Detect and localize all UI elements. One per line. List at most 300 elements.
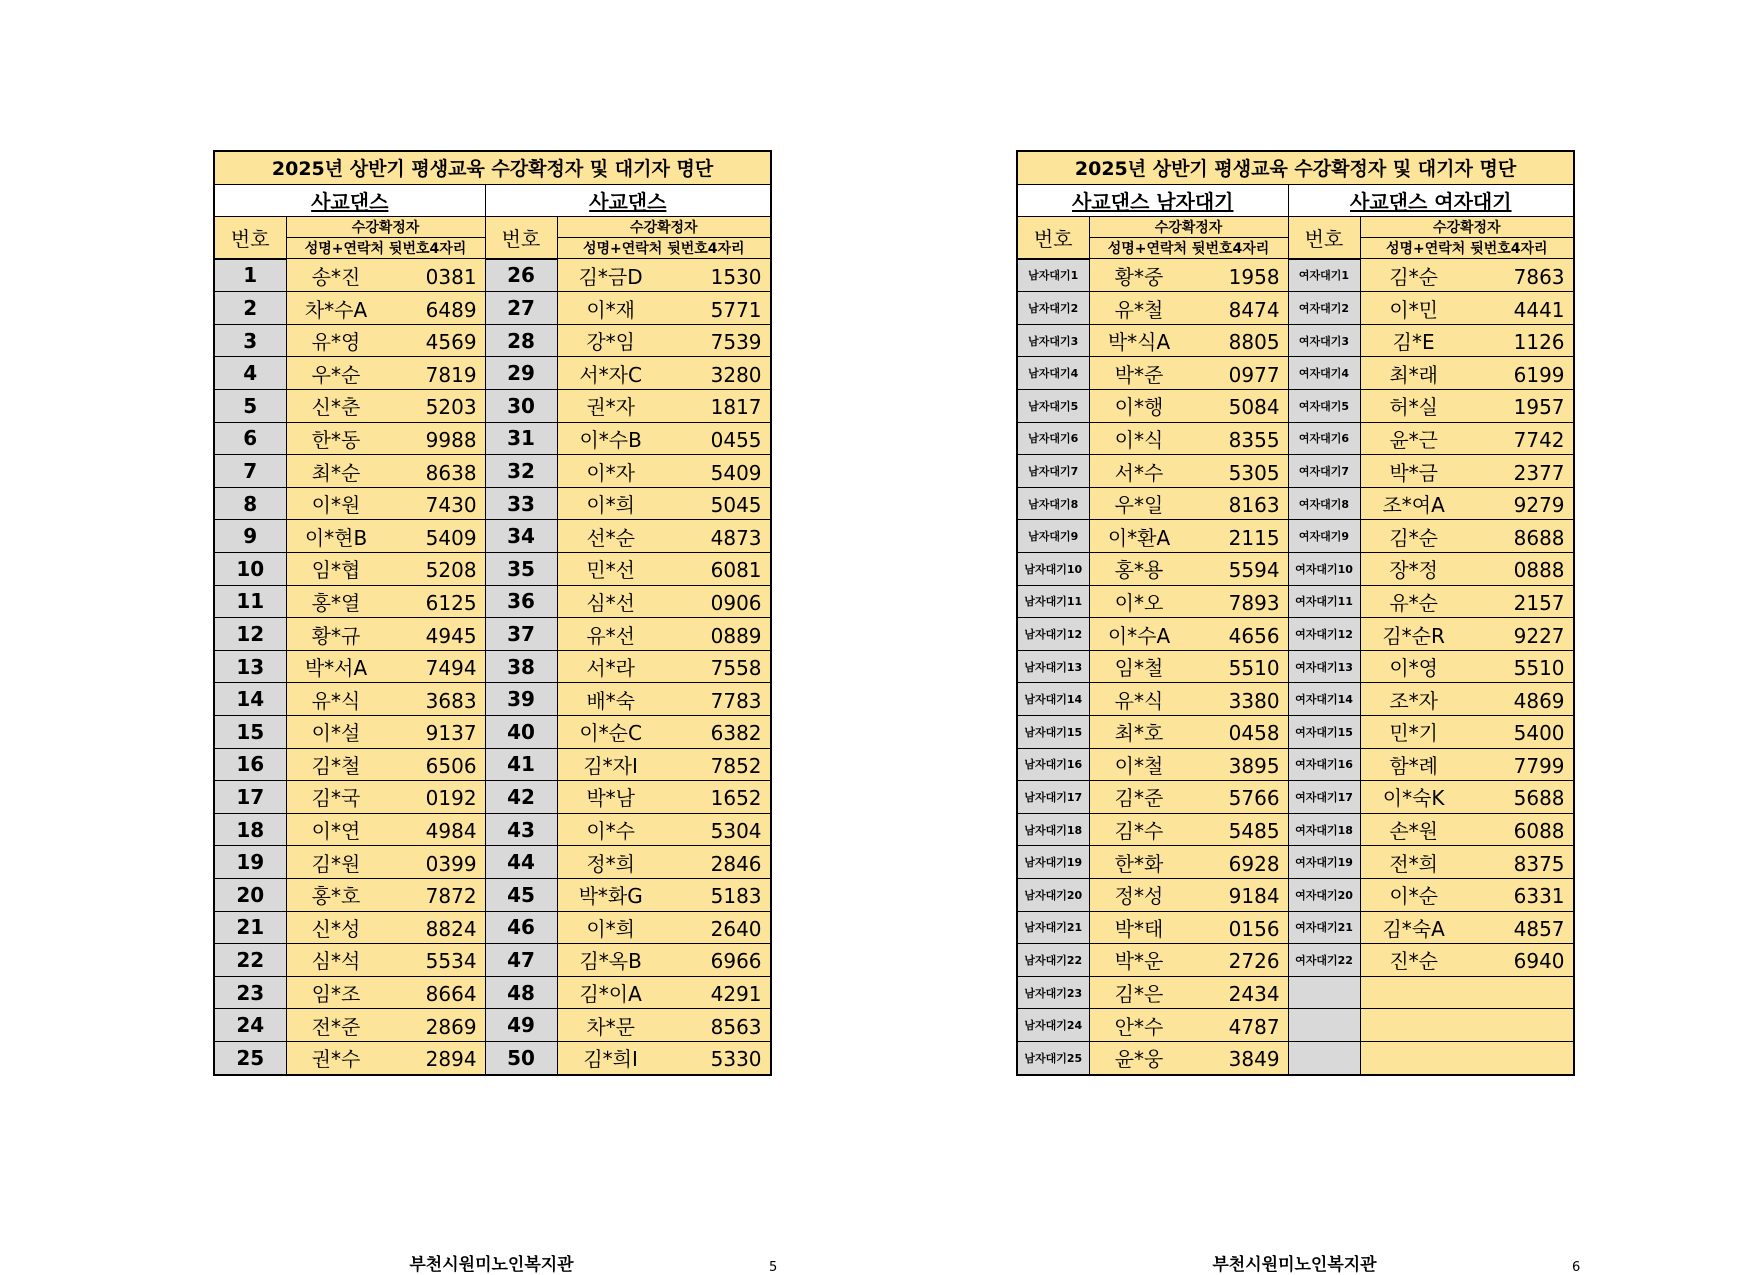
entry-left [286,944,485,977]
entry-left [286,748,485,781]
entry-phone-last4: 6506 [425,753,477,778]
entry-phone-last4: 6125 [425,590,477,615]
entry-phone-last4: 9988 [425,427,477,452]
entry-phone-last4: 8638 [425,460,477,485]
entry-phone-last4: 5400 [1513,721,1565,746]
table-row [214,683,771,716]
entry-right [557,357,771,390]
entry-phone-last4: 0458 [1228,721,1280,746]
entry-phone-last4: 5534 [425,949,477,974]
row-number-left: 남자대기15 [1017,716,1089,749]
entry-phone-last4: 5304 [710,819,762,844]
entry-name: 박*태 [1114,916,1164,941]
entry-name: 이*현B [304,525,368,550]
entry-phone-last4: 5485 [1228,819,1280,844]
entry-name: 김*수 [1114,819,1164,844]
row-number-left: 남자대기25 [1017,1041,1089,1074]
row-number-left: 남자대기9 [1017,520,1089,553]
entry-left [1089,716,1288,749]
entry-name: 이*오 [1114,590,1164,615]
table-row [214,944,771,977]
entry-phone-last4: 0455 [710,427,762,452]
entry-left [1089,650,1288,683]
entry-phone-last4: 7872 [425,884,477,909]
row-number-right: 28 [485,324,557,357]
entry-phone-last4: 7783 [710,688,762,713]
entry-name: 한*화 [1114,851,1164,876]
row-number-left: 7 [214,455,286,488]
entry-name: 김*옥B [579,949,642,974]
entry-name: 김*순R [1382,623,1445,648]
entry-left [1089,911,1288,944]
entry-phone-last4: 9137 [425,721,477,746]
row-number-right: 여자대기7 [1288,455,1360,488]
entry-left [286,553,485,586]
entry-right [557,520,771,553]
table-row [1017,976,1574,1009]
entry-name: 이*수 [586,819,635,844]
row-number-left: 21 [214,911,286,944]
entry-left [1089,618,1288,651]
entry-right [557,259,771,292]
entry-name: 김*금D [578,264,643,289]
entry-right [1360,585,1574,618]
entry-phone-last4: 0977 [1228,362,1280,387]
row-number-right: 35 [485,553,557,586]
table-row [1017,455,1574,488]
entry-phone-last4: 6081 [710,558,762,583]
row-number-left: 11 [214,585,286,618]
page-number: 5 [769,1260,778,1275]
entry-name: 김*희I [583,1047,638,1072]
entry-phone-last4: 0192 [425,786,477,811]
entry-phone-last4: 1126 [1513,330,1565,355]
entry-phone-last4: 1957 [1513,395,1565,420]
row-number-left: 12 [214,618,286,651]
entry-left [1089,324,1288,357]
entry-name: 김*은 [1114,982,1164,1007]
entry-phone-last4: 7742 [1513,427,1565,452]
entry-name: 이*재 [586,297,635,322]
entry-name: 김*순 [1389,525,1438,550]
entry-phone-last4: 0399 [425,851,477,876]
entry-right [557,292,771,325]
entry-phone-last4: 6489 [425,297,477,322]
entry-phone-last4: 5183 [710,884,762,909]
entry-name: 권*수 [311,1047,361,1072]
entry-phone-last4: 4787 [1228,1014,1280,1039]
table-row [1017,1041,1574,1074]
entry-name: 조*자 [1389,688,1438,713]
row-number-left: 22 [214,944,286,977]
row-number-right: 42 [485,781,557,814]
entry-phone-last4: 3895 [1228,753,1280,778]
entry-name: 김*순 [1389,264,1438,289]
entry-left [1089,422,1288,455]
row-number-left: 24 [214,1009,286,1042]
entry-name: 이*수A [1107,623,1171,648]
entry-phone-last4: 1817 [710,395,762,420]
row-number-right: 여자대기5 [1288,390,1360,423]
entry-phone-last4: 5766 [1228,786,1280,811]
entry-left [1089,748,1288,781]
section-heading-right: 사교댄스 [485,184,771,217]
entry-name: 김*E [1392,330,1435,355]
row-number-left: 15 [214,716,286,749]
entry-phone-last4: 8563 [710,1014,762,1039]
row-number-right: 여자대기6 [1288,422,1360,455]
row-number-right: 26 [485,259,557,292]
row-number-right: 39 [485,683,557,716]
entry-name: 김*이A [579,982,642,1007]
entry-phone-last4: 4656 [1228,623,1280,648]
header-name-phone: 성명+연락처 뒷번호4자리 [1089,238,1288,259]
row-number-right: 여자대기20 [1288,878,1360,911]
entry-name: 정*성 [1114,884,1164,909]
entry-phone-last4: 5045 [710,493,762,518]
entry-name: 이*희 [586,493,635,518]
row-number-right: 여자대기19 [1288,846,1360,879]
entry-phone-last4: 9184 [1228,884,1280,909]
entry-left [1089,390,1288,423]
entry-right [1360,846,1574,879]
entry-name: 차*문 [586,1014,635,1039]
table-row [1017,618,1574,651]
table-title: 2025년 상반기 평생교육 수강확정자 및 대기자 명단 [1017,151,1574,184]
entry-name: 김*자I [583,753,638,778]
entry-name: 유*순 [1389,590,1438,615]
entry-right [557,976,771,1009]
entry-right [1360,781,1574,814]
entry-phone-last4: 1652 [710,786,762,811]
entry-phone-last4: 4569 [425,330,477,355]
entry-name: 민*선 [586,558,635,583]
row-number-left: 남자대기24 [1017,1009,1089,1042]
entry-left [1089,781,1288,814]
entry-right [557,716,771,749]
entry-name: 박*화G [578,884,643,909]
row-number-right: 34 [485,520,557,553]
row-number-right [1288,1041,1360,1074]
entry-right [557,487,771,520]
row-number-left: 1 [214,259,286,292]
entry-phone-last4: 7852 [710,753,762,778]
entry-left [286,292,485,325]
table-row [214,911,771,944]
row-number-right: 50 [485,1041,557,1074]
entry-phone-last4: 9227 [1513,623,1565,648]
row-number-right: 여자대기17 [1288,781,1360,814]
table-row [214,455,771,488]
table-row [1017,259,1574,292]
entry-left [286,585,485,618]
entry-name: 김*숙A [1382,916,1445,941]
entry-right [557,1009,771,1042]
entry-name: 홍*용 [1114,558,1164,583]
row-number-right: 여자대기2 [1288,292,1360,325]
entry-right [1360,390,1574,423]
table-row [214,976,771,1009]
table-row [214,813,771,846]
table-row [1017,390,1574,423]
entry-right [557,455,771,488]
row-number-right: 33 [485,487,557,520]
entry-phone-last4: 6199 [1513,362,1565,387]
entry-phone-last4: 2115 [1228,525,1280,550]
entry-left [286,976,485,1009]
entry-right [1360,878,1574,911]
document-page [1016,150,1581,1275]
entry-phone-last4: 5594 [1228,558,1280,583]
row-number-right: 여자대기21 [1288,911,1360,944]
row-number-right: 여자대기13 [1288,650,1360,683]
entry-phone-last4: 4869 [1513,688,1565,713]
entry-phone-last4: 5688 [1513,786,1565,811]
section-heading-right: 사교댄스 여자대기 [1288,184,1574,217]
entry-name: 윤*웅 [1114,1047,1164,1072]
entry-name: 신*춘 [311,395,361,420]
entry-phone-last4: 3380 [1228,688,1280,713]
entry-right [1360,748,1574,781]
entry-phone-last4: 9279 [1513,493,1565,518]
entry-right [1360,292,1574,325]
row-number-left: 2 [214,292,286,325]
row-number-right: 여자대기8 [1288,487,1360,520]
row-number-left: 8 [214,487,286,520]
entry-phone-last4: 4857 [1513,916,1565,941]
entry-name: 박*운 [1114,949,1164,974]
entry-left [1089,455,1288,488]
entry-phone-last4: 8474 [1228,297,1280,322]
row-number-left: 남자대기22 [1017,944,1089,977]
entry-name: 정*희 [586,851,635,876]
entry-right [557,390,771,423]
table-row [214,650,771,683]
entry-left [286,813,485,846]
table-row [214,618,771,651]
entry-phone-last4: 3683 [425,688,477,713]
table-row [214,878,771,911]
entry-name: 손*원 [1389,819,1438,844]
entry-phone-last4: 4291 [710,982,762,1007]
row-number-right: 여자대기10 [1288,553,1360,586]
entry-name: 홍*호 [311,884,361,909]
entry-phone-last4: 7430 [425,493,477,518]
entry-left [286,911,485,944]
entry-right [557,422,771,455]
header-number: 번호 [485,217,557,259]
entry-left [1089,520,1288,553]
entry-phone-last4: 7893 [1228,590,1280,615]
header-number: 번호 [214,217,286,259]
row-number-right: 여자대기11 [1288,585,1360,618]
header-name-phone: 성명+연락처 뒷번호4자리 [286,238,485,259]
row-number-left: 남자대기14 [1017,683,1089,716]
table-title: 2025년 상반기 평생교육 수강확정자 및 대기자 명단 [214,151,771,184]
entry-phone-last4: 0888 [1513,558,1565,583]
entry-name: 황*중 [1114,264,1164,289]
entry-phone-last4: 7494 [425,656,477,681]
row-number-left: 남자대기18 [1017,813,1089,846]
row-number-right: 여자대기12 [1288,618,1360,651]
entry-phone-last4: 2377 [1513,460,1565,485]
header-confirmed: 수강확정자 [557,217,771,238]
row-number-left: 10 [214,553,286,586]
entry-right [1360,553,1574,586]
row-number-left: 남자대기12 [1017,618,1089,651]
entry-right [557,911,771,944]
entry-right [557,585,771,618]
entry-phone-last4: 7863 [1513,264,1565,289]
entry-right [557,1041,771,1074]
entry-name: 이*설 [311,721,361,746]
entry-left [286,455,485,488]
entry-phone-last4: 2640 [710,916,762,941]
entry-phone-last4: 2869 [425,1014,477,1039]
entry-phone-last4: 8688 [1513,525,1565,550]
entry-phone-last4: 8163 [1228,493,1280,518]
row-number-right: 49 [485,1009,557,1042]
entry-left [1089,976,1288,1009]
entry-name: 민*기 [1389,721,1438,746]
entry-name: 이*식 [1114,427,1164,452]
row-number-right: 31 [485,422,557,455]
entry-right [1360,520,1574,553]
row-number-left: 남자대기3 [1017,324,1089,357]
row-number-left: 5 [214,390,286,423]
entry-phone-last4: 5203 [425,395,477,420]
row-number-left: 남자대기1 [1017,259,1089,292]
table-row [1017,292,1574,325]
row-number-right: 46 [485,911,557,944]
row-number-left: 남자대기17 [1017,781,1089,814]
entry-name: 이*수B [579,427,642,452]
row-number-right [1288,1009,1360,1042]
document-page [213,150,778,1275]
entry-name: 최*순 [311,460,361,485]
entry-name: 심*선 [586,590,635,615]
entry-phone-last4: 5771 [710,297,762,322]
row-number-left: 남자대기21 [1017,911,1089,944]
entry-name: 강*임 [586,330,635,355]
table-row [214,846,771,879]
row-number-right: 여자대기15 [1288,716,1360,749]
entry-name: 이*민 [1389,297,1438,322]
entry-phone-last4: 6331 [1513,884,1565,909]
header-confirmed: 수강확정자 [1089,217,1288,238]
row-number-left: 13 [214,650,286,683]
entry-name: 차*수A [304,297,368,322]
entry-name: 조*여A [1382,493,1445,518]
row-number-right: 41 [485,748,557,781]
table-row [214,781,771,814]
entry-right [557,944,771,977]
entry-right [1360,422,1574,455]
entry-right [557,650,771,683]
entry-left [286,259,485,292]
entry-right [1360,455,1574,488]
row-number-left: 남자대기8 [1017,487,1089,520]
table-row [214,422,771,455]
header-confirmed: 수강확정자 [1360,217,1574,238]
row-number-left: 남자대기11 [1017,585,1089,618]
entry-name: 유*식 [1114,688,1164,713]
entry-name: 이*자 [586,460,635,485]
row-number-right: 37 [485,618,557,651]
entry-name: 이*영 [1389,656,1438,681]
entry-name: 유*철 [1114,297,1164,322]
entry-name: 전*준 [311,1014,361,1039]
entry-phone-last4: 4441 [1513,297,1565,322]
entry-name: 서*자C [579,362,642,387]
entry-right [1360,813,1574,846]
entry-phone-last4: 7539 [710,330,762,355]
entry-name: 진*순 [1389,949,1438,974]
entry-phone-last4: 0906 [710,590,762,615]
entry-phone-last4: 2726 [1228,949,1280,974]
table-row [1017,781,1574,814]
entry-right [1360,357,1574,390]
entry-phone-last4: 5409 [710,460,762,485]
table-row [1017,324,1574,357]
entry-left [1089,259,1288,292]
section-heading-left: 사교댄스 남자대기 [1017,184,1288,217]
entry-left [1089,944,1288,977]
entry-phone-last4: 6966 [710,949,762,974]
row-number-left: 남자대기7 [1017,455,1089,488]
entry-phone-last4: 5330 [710,1047,762,1072]
entry-left [1089,1041,1288,1074]
table-row [214,585,771,618]
entry-name: 신*성 [311,916,361,941]
entry-name: 황*규 [311,623,361,648]
table-row [214,390,771,423]
row-number-left: 4 [214,357,286,390]
table-row [214,520,771,553]
row-number-left: 19 [214,846,286,879]
row-number-right: 40 [485,716,557,749]
entry-name: 임*협 [311,558,361,583]
row-number-right: 30 [485,390,557,423]
entry-phone-last4: 8805 [1228,330,1280,355]
entry-name: 우*일 [1114,493,1164,518]
footer-institution: 부천시원미노인복지관 [1212,1255,1377,1275]
entry-name: 허*실 [1389,395,1438,420]
entry-phone-last4: 8664 [425,982,477,1007]
row-number-left: 18 [214,813,286,846]
entry-left [286,716,485,749]
entry-name: 장*정 [1389,558,1438,583]
entry-name: 김*준 [1114,786,1164,811]
table-row [214,748,771,781]
table-row [1017,683,1574,716]
entry-right [1360,259,1574,292]
entry-left [286,846,485,879]
header-name-phone: 성명+연락처 뒷번호4자리 [1360,238,1574,259]
entry-phone-last4: 4873 [710,525,762,550]
entry-name: 이*환A [1107,525,1171,550]
entry-name: 박*금 [1389,460,1438,485]
entry-name: 김*철 [311,753,361,778]
row-number-left: 9 [214,520,286,553]
entry-right [1360,1009,1574,1042]
entry-phone-last4: 4984 [425,819,477,844]
entry-phone-last4: 2434 [1228,982,1280,1007]
entry-phone-last4: 5409 [425,525,477,550]
row-number-right: 43 [485,813,557,846]
entry-left [286,618,485,651]
entry-name: 유*식 [311,688,361,713]
